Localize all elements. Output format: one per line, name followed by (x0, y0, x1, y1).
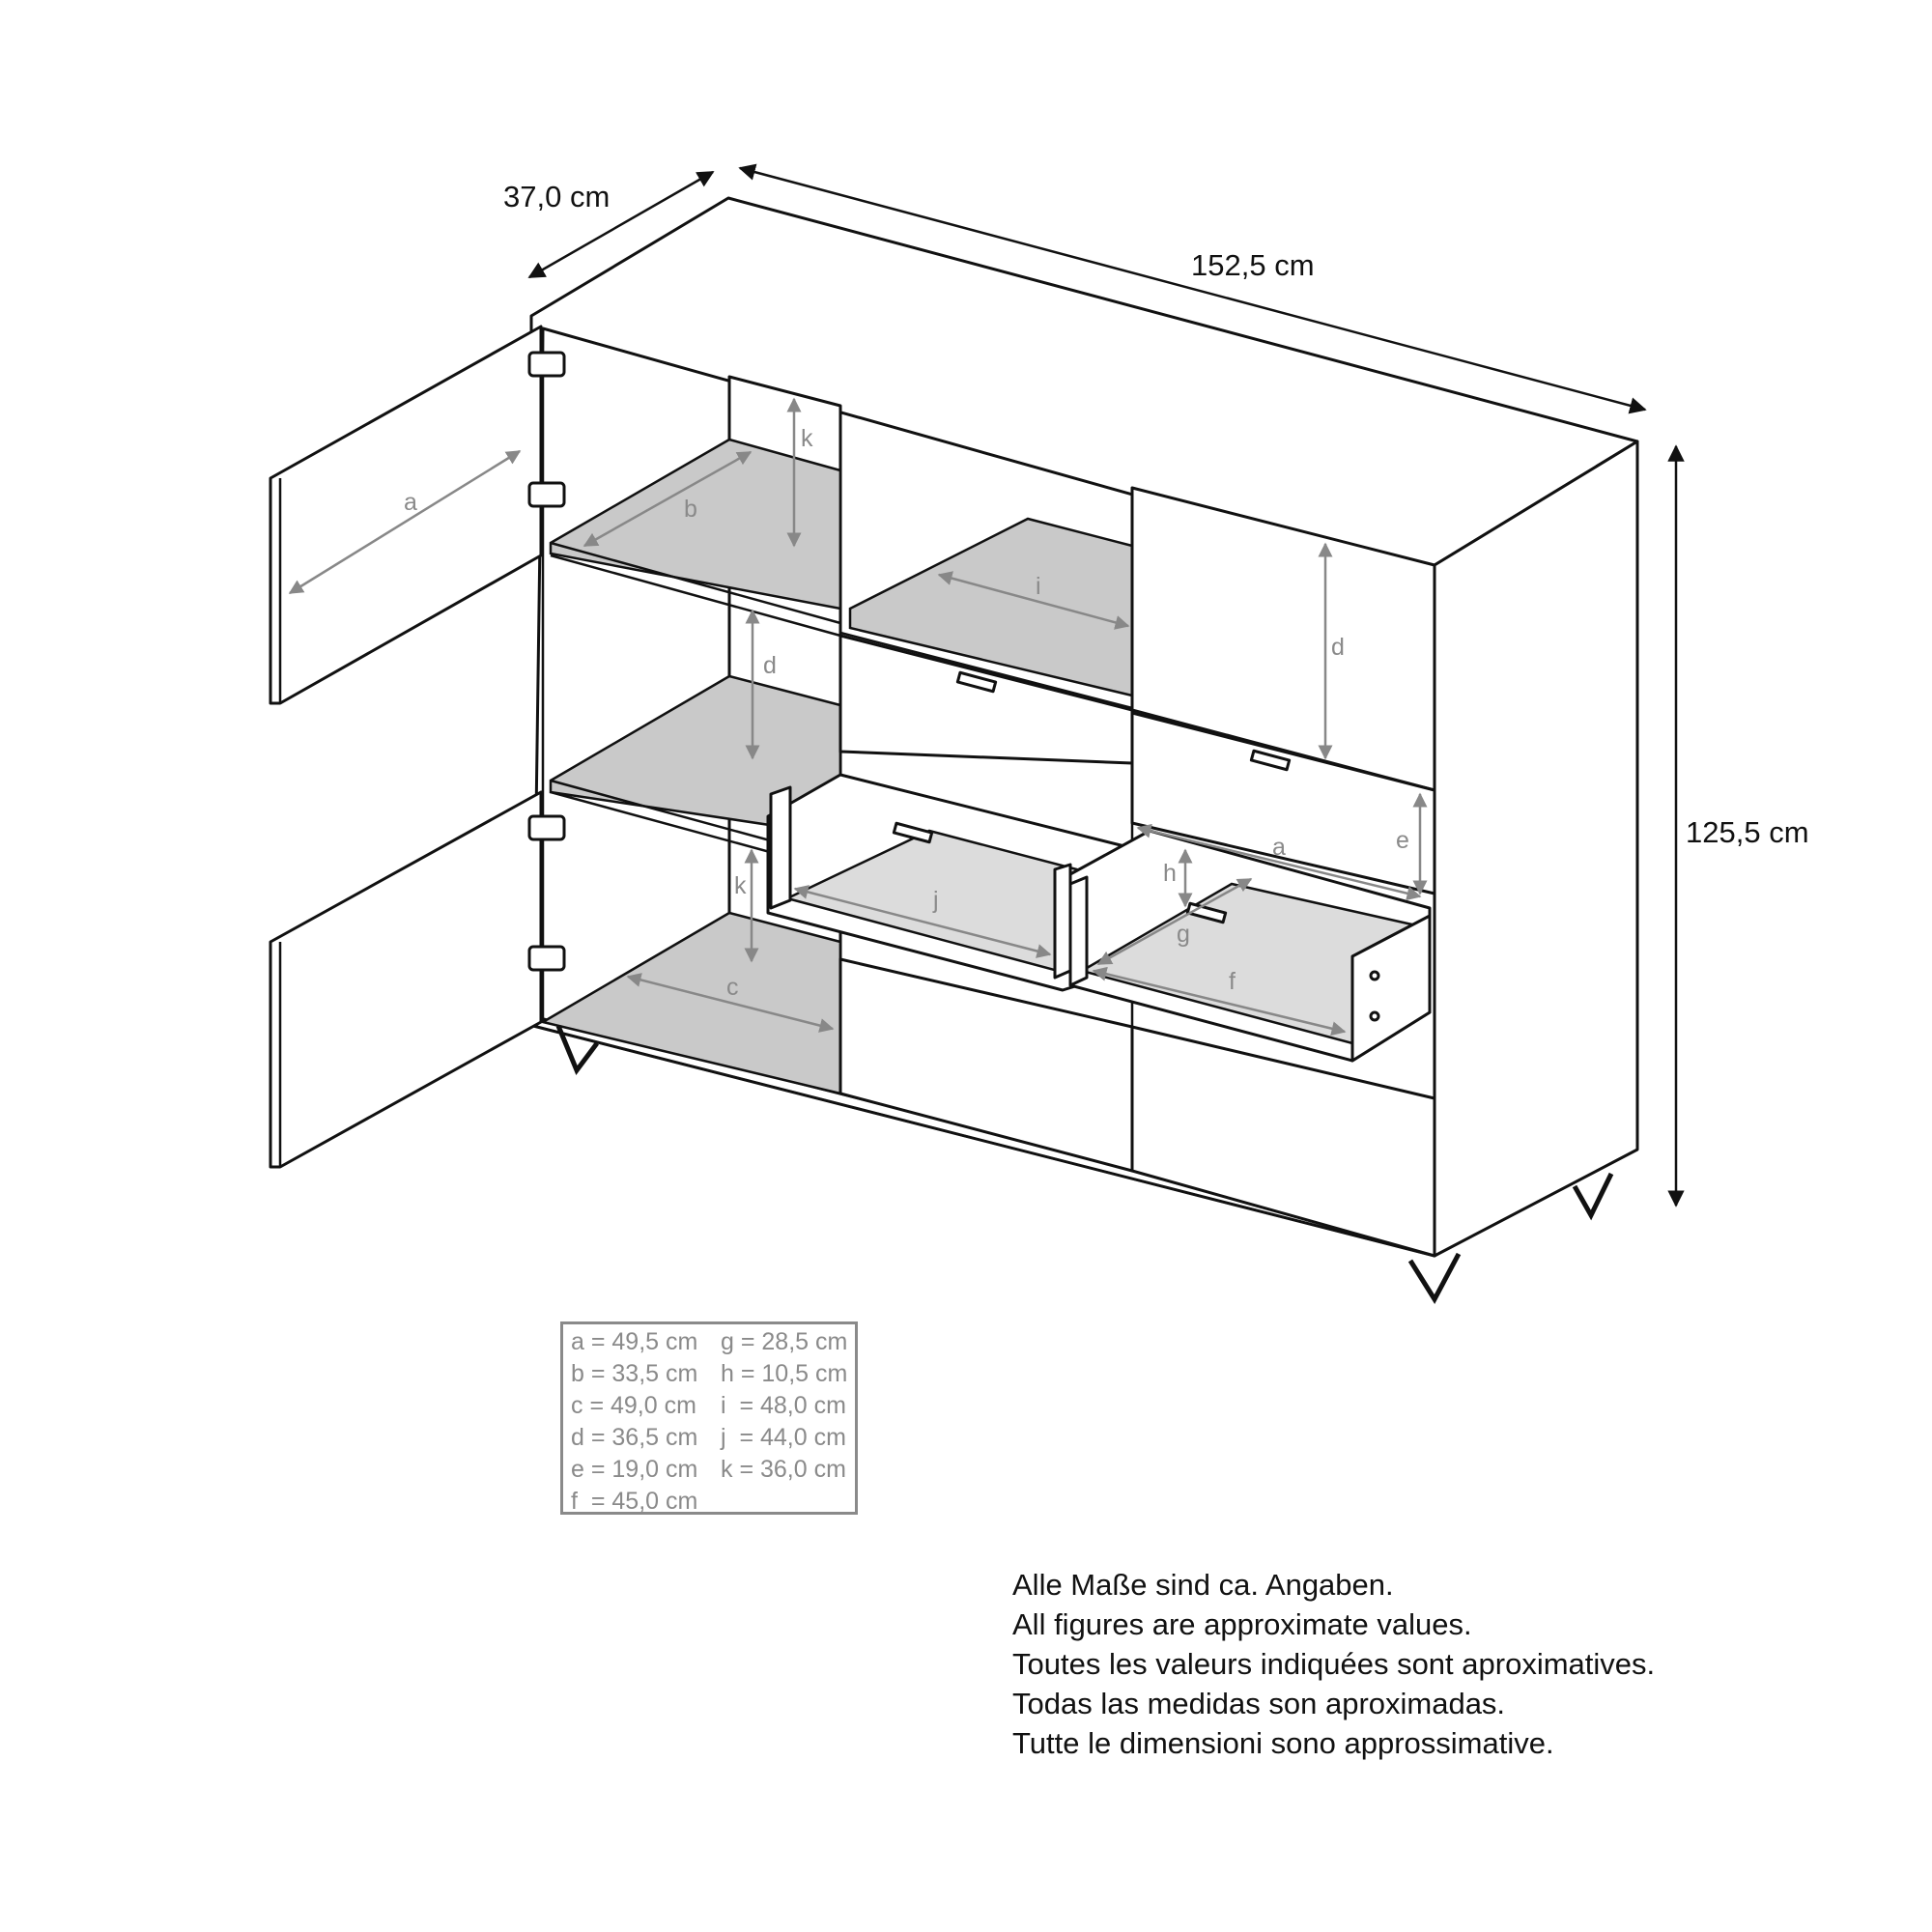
hinge-upper-top (529, 353, 564, 376)
legend-row (571, 1326, 855, 1358)
legend-entry-left: c = 49,0 cm (571, 1392, 696, 1419)
letter-i: i (1036, 573, 1041, 600)
approximate-values-notice (1012, 1565, 1882, 1763)
letter-k-top: k (801, 425, 813, 452)
depth-label: 37,0 cm (503, 180, 611, 213)
leg-front-right (1410, 1254, 1459, 1299)
legend-entry-right: g = 28,5 cm (721, 1328, 848, 1355)
legend-row (571, 1454, 855, 1486)
right-drawer-left-side (1070, 877, 1087, 985)
legend-entry-right: k = 36,0 cm (721, 1456, 846, 1483)
right-drawer-screw-bottom (1371, 1012, 1378, 1020)
letter-h: h (1163, 860, 1177, 887)
legend-entry-left: f = 45,0 cm (571, 1488, 698, 1515)
letter-d-right: d (1331, 634, 1345, 661)
note-german: Alle Maße sind ca. Angaben. (1012, 1568, 1394, 1602)
legend-row (571, 1486, 855, 1518)
legend-row (571, 1390, 855, 1422)
width-label: 152,5 cm (1191, 248, 1315, 282)
hinge-upper-bottom (529, 483, 564, 506)
note-italian: Tutte le dimensioni sono approssimative. (1012, 1726, 1554, 1760)
letter-j: j (933, 887, 939, 914)
note-spanish: Todas las medidas son aproximadas. (1012, 1687, 1506, 1720)
letter-k-bottom: k (734, 872, 747, 899)
legend-entry-left: a = 49,5 cm (571, 1328, 698, 1355)
letter-d-left: d (763, 652, 777, 679)
letter-e: e (1396, 827, 1409, 854)
note-english: All figures are approximate values. (1012, 1607, 1472, 1641)
legend-entry-right: h = 10,5 cm (721, 1360, 848, 1387)
letter-g: g (1177, 921, 1190, 948)
legend-entry-right: i = 48,0 cm (721, 1392, 846, 1419)
legend-entry-left: d = 36,5 cm (571, 1424, 698, 1451)
right-drawer-screw-top (1371, 972, 1378, 980)
dimension-legend (560, 1321, 858, 1515)
middle-drawer-back-panel (1055, 865, 1070, 978)
legend-row (571, 1422, 855, 1454)
legend-entry-left: b = 33,5 cm (571, 1360, 698, 1387)
height-label: 125,5 cm (1686, 815, 1809, 849)
hinge-lower-bottom (529, 947, 564, 970)
letter-a-drawer: a (1272, 834, 1286, 861)
note-french: Toutes les valeurs indiquées sont aproximatives. (1012, 1647, 1656, 1681)
letter-a-door: a (404, 489, 417, 516)
hinge-lower-top (529, 816, 564, 839)
legend-row (571, 1358, 855, 1390)
letter-c: c (726, 974, 739, 1001)
letter-f: f (1229, 968, 1236, 995)
middle-drawer-left-side (771, 787, 790, 908)
legend-entry-right: j = 44,0 cm (721, 1424, 846, 1451)
cabinet-right-side (1435, 441, 1637, 1256)
letter-b: b (684, 496, 697, 523)
legend-entry-left: e = 19,0 cm (571, 1456, 698, 1483)
left-lower-door-open (270, 792, 541, 1167)
